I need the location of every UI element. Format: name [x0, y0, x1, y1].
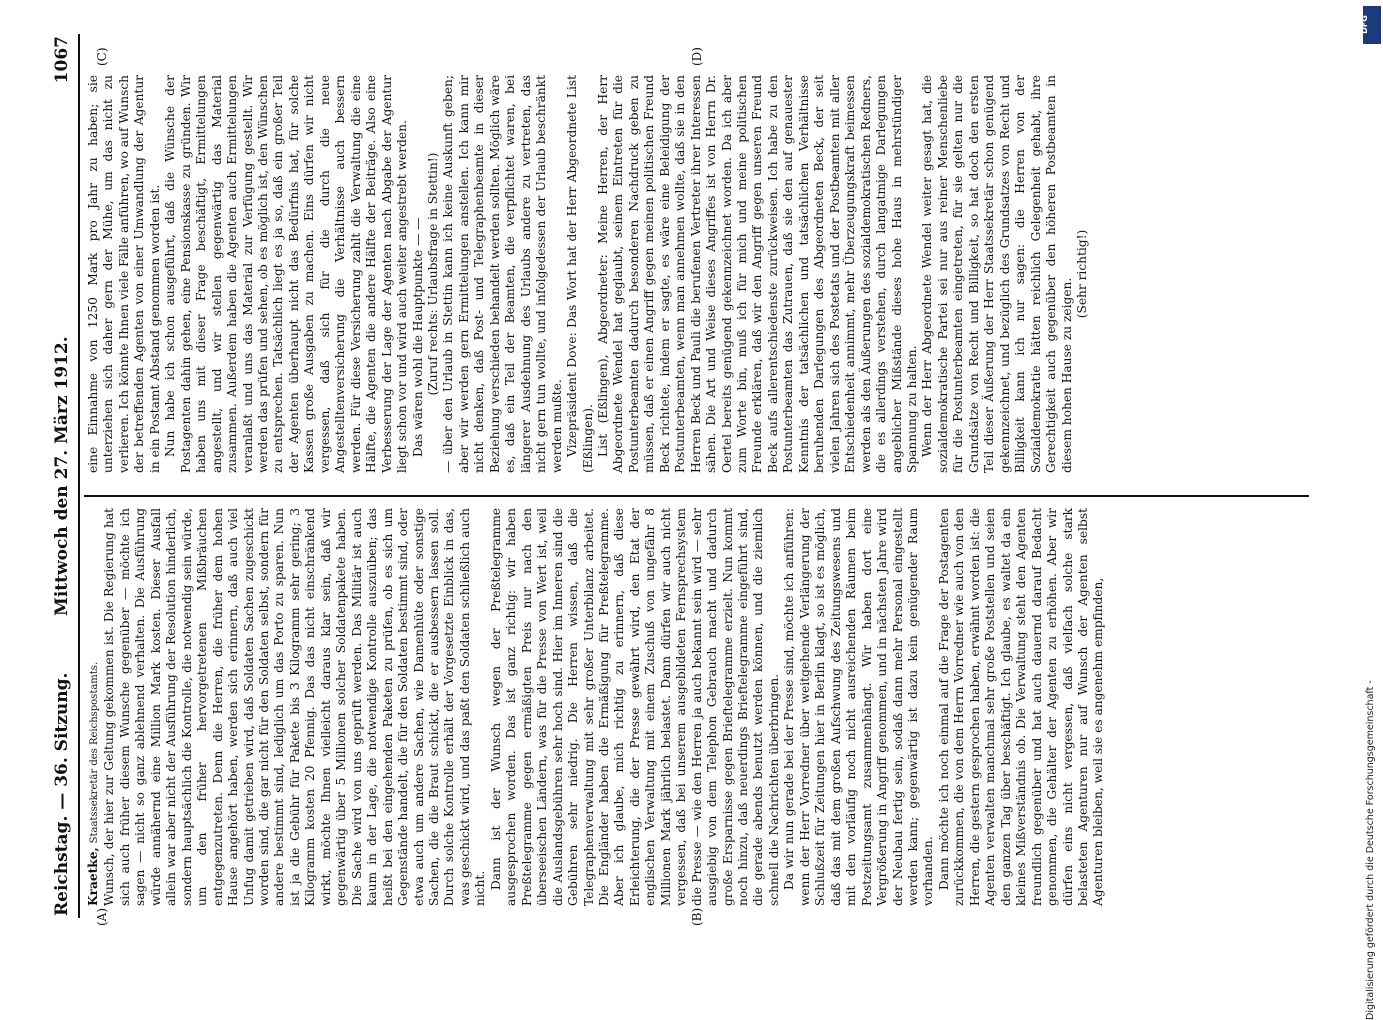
speaker-name: Kraetke, [86, 847, 100, 906]
right-paragraph: Das wären wohl die Hauptpunkte — — [410, 217, 425, 457]
margin-marker-d: (D) [690, 47, 704, 66]
interjection: (Zuruf rechts: Urlaubsfrage in Stettin!) [425, 152, 440, 396]
left-paragraph: Wunsch, der hier zur Geltung gekommen ist. Die Regierung hat sich auch früher diesem Wunsche gegenüber — möchte ich sagen — nicht so ganz ablehnend verhalten. Die Ausführung würde annähernd eine Million Mark kosten. Dieser Ausfall allein war aber nicht der Ausführung der Resolution hinderlich, sondern hauptsächlich die Kontrolle, die notwendig sein würde, um den früher hervorgetretenen Mißbräuchen entgegenzutreten. Denn die Herren, die früher dem hohen Hause angehört haben, werden sich erinnern, daß auch viel Unfug damit getrieben wird, daß Soldaten Sachen zugeschickt worden sind, die gar nicht für den Soldaten selbst, sondern für andere bestimmt sind, lediglich um das Porto zu sparen. Nun ist ja die Gebühr für Pakete bis 3 Kilogramm sehr gering; 3 Kilogramm kosten 20 Pfennig. Das das nicht einschränkend wirkt, möchte Ihnen vielleicht daraus klar sein, daß wir gegenwärtig über 5 Millionen solcher Soldatenpakete haben. Die Sache wird von uns geprüft werden. Das Militär ist auch kaum in der Lage, die notwendige Kontrolle auszuüben; das heißt bei den eingehenden Paketen zu prüfen, ob es sich um Gegenstände handelt, die für den Soldaten bestimmt sind, oder etwa auch um andere Sachen, wie Damenhüte oder sonstige Sachen, die die Braut schickt, die er ausbessern lassen soll. Durch solche Kontrolle erhält der Vorgesetzte Einblick in das, was geschickt wird, und das paßt den Soldaten schließlich auch nicht. [102, 508, 488, 906]
dfg-logo: DFG [1363, 6, 1381, 44]
header-center: Mittwoch den 27. März 1912. [52, 336, 72, 616]
digitization-note-text: Digitalisierung gefördert durch die Deutsche Forschungsgemeinschaft - [1365, 680, 1376, 1020]
header-rule [78, 34, 80, 918]
right-paragraph: — über den Urlaub in Stettin kann ich keine Auskunft geben; aber wir werden gern Ermittelungen anstellen. Ich kann mir nicht denken, daß Post- und Telegraphenbeamte in dieser Beziehung verschieden behandelt werden sollten. Möglich wäre es, daß ein Teil der Beamten, die verpflichtet waren, bei längerer Ausdehnung des Urlaubs andere zu vertreten, das nicht gern tun wollte, und infolgedessen der Urlaub beschränkt werden mußte. [441, 75, 564, 473]
margin-marker-a: (A) [95, 907, 109, 926]
right-column [86, 75, 1090, 473]
column-divider [84, 495, 1309, 497]
left-column [86, 508, 1107, 906]
page-header [52, 36, 74, 916]
right-paragraph: List (Eßlingen), Abgeordneter: Meine Herren, der Herr Abgeordnete Wendel hat geglaubt, seinem Eintreten für die Postunterbeamten dadurch besonderen Nachdruck geben zu müssen, daß er einen Angriff gegen meinen politischen Freund Beck richtete, indem er sagte, es wäre eine Beleidigung der Postunterbeamten, wenn man annehmen wollte, daß sie in den Herren Beck und Pauli die berufenen Vertreter ihrer Interessen sähen. Die Art und Weise dieses Angriffes ist von Herrn Dr. Oertel bereits genügend gekennzeichnet worden. Da ich aber zum Worte bin, muß ich für mich und meine politischen Freunde erklären, daß wir den Angriff gegen unseren Freund Beck aufs allerentschiedenste zurückweisen. Ich habe zu den Postunterbeamten das Zutrauen, daß sie den auf genauester Kenntnis der tatsächlichen und tatsächlichen Verhältnisse beruhenden Darlegungen des Abgeordneten Beck, der seit vielen Jahren sich des Postetats und der Postbeamten mit aller Entschiedenheit annimmt, mehr Überzeugungskraft beimessen werden als den Äußerungen des sozialdemokratischen Redners, die es allerdings verstehen, durch langatmige Darlegungen angeblicher Mißstände dieses hohe Haus in mehrstündiger Spannung zu halten. [595, 75, 920, 473]
page-number: 1067 [52, 36, 72, 84]
left-paragraph: Dann ist der Wunsch wegen der Preßtelegramme ausgesprochen worden. Das ist ganz richtig: wir haben Preßtelegramme gegen ermäßigten Preis nur nach den überseeischen Ländern, was für die Presse von Wert ist, weil die Auslandsgebühren sehr hoch sind. Hier im Inneren sind die Gebühren sehr niedrig. Die Herren wissen, daß die Telegraphenverwaltung mit sehr großer Unterbilanz arbeitet. Die Engländer haben die Ermäßigung für Preßtelegramme. Aber ich glaube, mich richtig zu erinnern, daß diese Erleichterung, die der Presse gewährt wird, den Etat der englischen Verwaltung mit einem Zuschuß von ungefähr 8 Millionen Mark jährlich belastet. Dann dürfen wir auch nicht vergessen, daß bei unserem ausgebildeten Fernsprechsystem die Presse — wie den Herren ja auch bekannt sein wird — sehr ausgiebig von dem Telephon Gebrauch macht und dadurch große Ersparnisse gegen Brieftelegramme erzielt. Nun kommt noch hinzu, daß neuerdings Brieftelegramme eingeführt sind, die gerade abends benutzt werden können, und die ziemlich schnell die Nachrichten überbringen. [488, 508, 781, 906]
digitization-note [1365, 20, 1377, 1020]
right-paragraph: Wenn der Herr Abgeordnete Wendel weiter gesagt hat, die sozialdemokratische Partei sei nur aus reiner Menschenliebe für die Postunterbeamten eingetreten, für sie gelten nur die Grundsätze von Recht und Billigkeit, so hat doch den ersten Teil dieser Äußerung der Herr Staatssekretär schon genügend gekennzeichnet, und bezüglich des Grundsatzes von Recht und Billigkeit kann ich nur sagen: die Herren von der Sozialdemokratie hätten reichlich Gelegenheit gehabt, ihre Gerechtigkeit auch gegenüber den höheren Postbeamten in diesem hohen Hause zu zeigen. [920, 75, 1074, 473]
header-left: Reichstag. — 36. Sitzung. [52, 672, 72, 916]
left-paragraph: Dann möchte ich noch einmal auf die Frage der Postagenten zurückkommen, die von dem Herrn Vorredner wie auch von den Herren, die gestern gesprochen haben, erwähnt worden ist: die Agenten verwalten manchmal sehr große Poststellen und seien den ganzen Tag über beschäftigt. Ich glaube, es waltet da ein kleines Mißverständnis ob. Die Verwaltung steht den Agenten freundlich gegenüber und hat auch dauernd darauf Bedacht genommen, die Gehälter der Agenten zu erhöhen. Aber wir dürfen eins nicht vergessen, daß vielfach solche stark belasteten Agenturen nur auf Wunsch der Agenten selbst Agenturen bleiben, weil sie es angenehm empfinden, [936, 508, 1106, 906]
speaker-title: Staatssekretär des Reichspostamts. [89, 661, 100, 844]
speaker-line [86, 508, 102, 906]
right-paragraph: Vizepräsident Dove: Das Wort hat der Herr Abgeordnete List (Eßlingen). [565, 75, 595, 473]
left-paragraph: Da wir nun gerade bei der Presse sind, möchte ich anführen: wenn der Herr Vorredner über weitgehende Verlängerung der Schlußzeit für Zeitungen hier in Berlin klagt, so ist es möglich, daß das mit dem großen Aufschwung des Zeitungswesens und mit den vorläufig noch nicht ausreichenden Räumen beim Postzeitungsamt zusammenhängt. Wir haben dort eine Vergrößerung in Angriff genommen, und in nächsten Jahre wird der Neubau fertig sein, sodaß dann mehr Personal eingestellt werden kann; gegenwärtig ist dazu kein genügender Raum vorhanden. [782, 508, 936, 906]
right-paragraph: Nun habe ich schon ausgeführt, daß die Wünsche der Postagenten dahin gehen, eine Pensionskasse zu gründen. Wir haben uns mit dieser Frage beschäftigt, Ermittelungen angestellt, und wir stellen gegenwärtig das Material zusammen. Außerdem haben die Agenten auch Ermittelungen veranlaßt und uns das Material zur Verfügung gestellt. Wir werden das prüfen und sehen, ob es möglich ist, den Wünschen zu entsprechen. Tatsächlich liegt es ja so, daß ein großer Teil der Agenten überhaupt nicht das Bedürfnis hat, für solche Kassen große Ausgaben zu machen. Eins dürfen wir nicht vergessen, daß sich für die durch die neue Angestelltenversicherung die Verhältnisse auch bessern werden. Für diese Versicherung zahlt die Verwaltung die eine Hälfte, die Agenten die andere Hälfte der Beiträge. Also eine Verbesserung der Lage der Agenten nach Abgabe der Agentur liegt schon vor und wird auch weiter angestrebt werden. [163, 75, 410, 473]
interjection: (Sehr richtig!) [1075, 229, 1089, 319]
margin-marker-c: (C) [95, 47, 109, 66]
right-paragraph: eine Einnahme von 1250 Mark pro Jahr zu haben; sie unterziehen sich daher gern der Mühe, um das nicht zu verlieren. Ich könnte Ihnen viele Fälle anführen, wo auf Wunsch der betreffenden Agenten von einer Umwandlung der Agentur in ein Postamt Abstand genommen worden ist. [86, 75, 162, 473]
margin-marker-b: (B) [690, 907, 704, 926]
